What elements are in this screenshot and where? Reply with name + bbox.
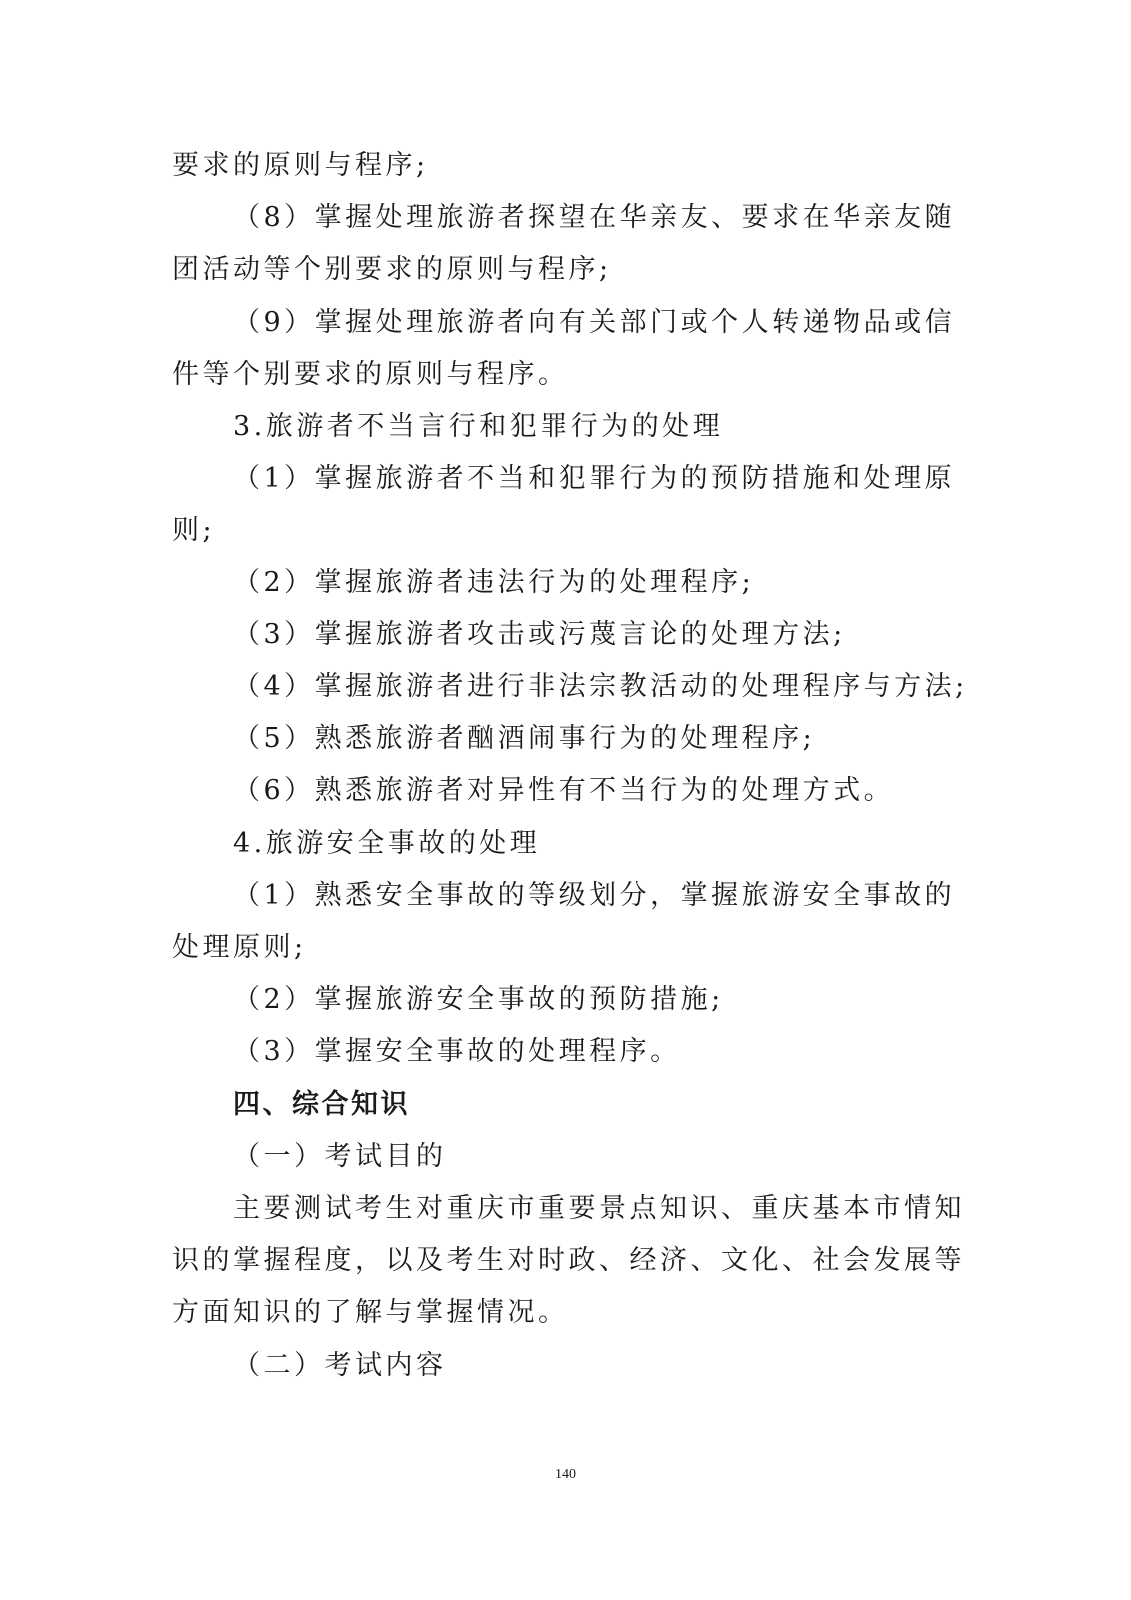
section-heading: 4.旅游安全事故的处理: [233, 828, 541, 859]
chapter-heading: 四、综合知识: [233, 1089, 410, 1120]
text-line: （1）掌握旅游者不当和犯罪行为的预防措施和处理原: [233, 463, 956, 494]
text-line: （4）掌握旅游者进行非法宗教活动的处理程序与方法;: [233, 671, 968, 702]
text-line: 团活动等个别要求的原则与程序;: [172, 254, 612, 285]
page-number: 140: [555, 1467, 576, 1482]
text-line: 则;: [172, 515, 216, 546]
text-line: 件等个别要求的原则与程序。: [172, 359, 569, 390]
text-line: （6）熟悉旅游者对异性有不当行为的处理方式。: [233, 775, 895, 806]
subsection-heading: （一）考试目的: [233, 1141, 447, 1172]
text-line: （2）掌握旅游者违法行为的处理程序;: [233, 567, 755, 598]
text-line: （3）掌握安全事故的处理程序。: [233, 1036, 681, 1067]
text-line: 方面知识的了解与掌握情况。: [172, 1297, 569, 1328]
section-heading: 3.旅游者不当言行和犯罪行为的处理: [233, 411, 724, 442]
text-line: 识的掌握程度，以及考生对时政、经济、文化、社会发展等: [172, 1245, 965, 1276]
text-line: （9）掌握处理旅游者向有关部门或个人转递物品或信: [233, 307, 956, 338]
text-line: （2）掌握旅游安全事故的预防措施;: [233, 984, 724, 1015]
text-line: （8）掌握处理旅游者探望在华亲友、要求在华亲友随: [233, 202, 956, 233]
text-line: 要求的原则与程序;: [172, 150, 429, 181]
text-line: （3）掌握旅游者攻击或污蔑言论的处理方法;: [233, 619, 846, 650]
subsection-heading: （二）考试内容: [233, 1350, 447, 1381]
text-line: （1）熟悉安全事故的等级划分，掌握旅游安全事故的: [233, 880, 956, 911]
text-line: 主要测试考生对重庆市重要景点知识、重庆基本市情知: [233, 1193, 965, 1224]
text-line: 处理原则;: [172, 932, 307, 963]
text-line: （5）熟悉旅游者酗酒闹事行为的处理程序;: [233, 723, 816, 754]
